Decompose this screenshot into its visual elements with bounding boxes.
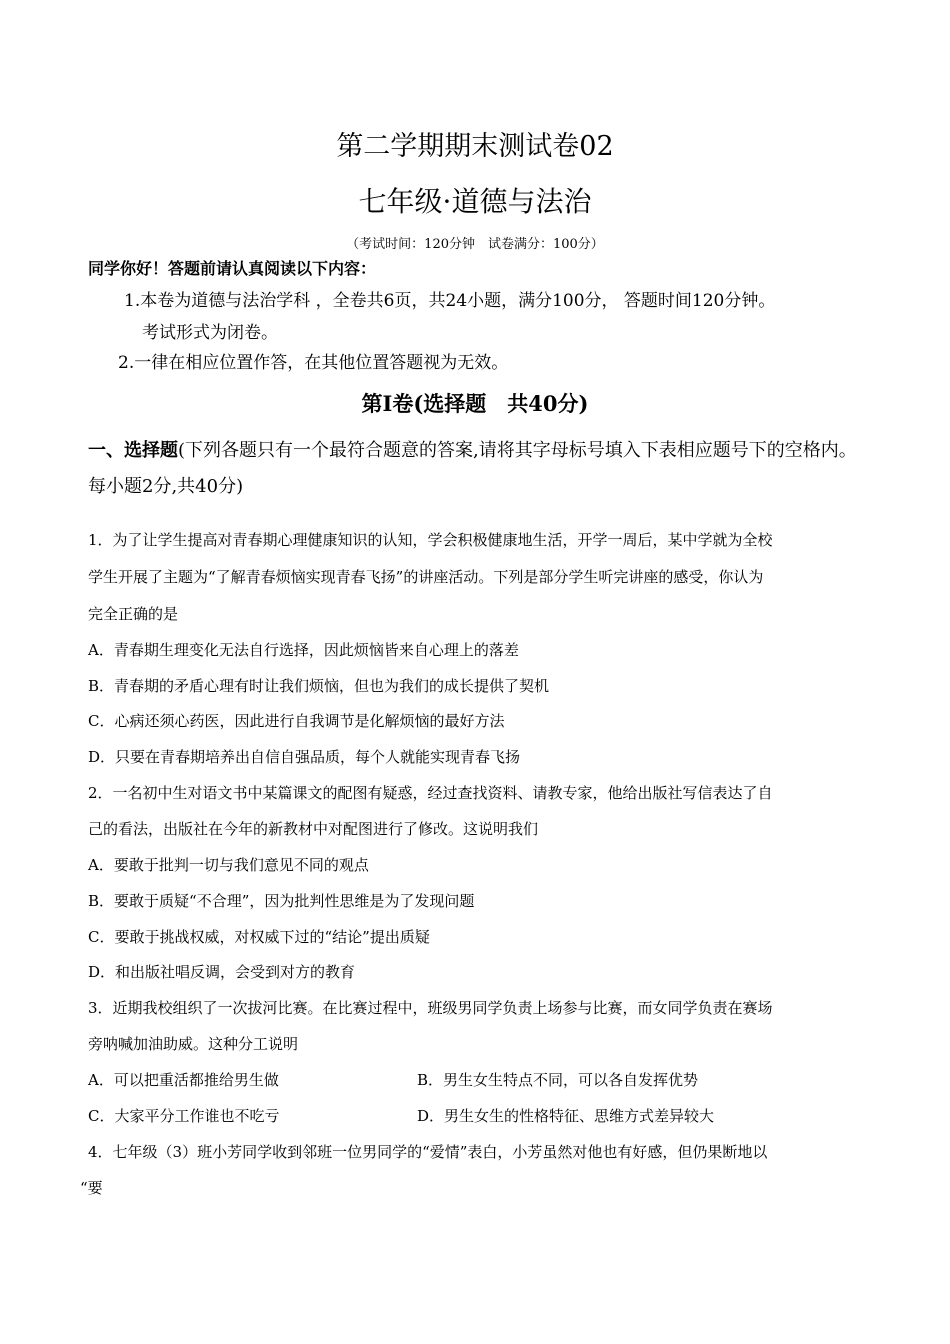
part-intro [88,433,863,505]
question-1-stem-line-1: 1．为了让学生提高对青春期心理健康知识的认知，学会积极健康地生活，开学一周后，某中学就为全校 [88,531,773,549]
question-3-option-a: A．可以把重活都推给男生做 [88,1071,279,1089]
question-2-option-a: A．要敢于批判一切与我们意见不同的观点 [88,856,369,874]
question-1-stem-line-3: 完全正确的是 [88,605,179,623]
question-2-option-d: D．和出版社唱反调，会受到对方的教育 [88,963,356,981]
question-4-stem-line-2: “要 [80,1179,103,1197]
question-3-stem-line-2: 旁呐喊加油助威。这种分工说明 [88,1035,299,1053]
question-1-option-b: B．青春期的矛盾心理有时让我们烦恼，但也为我们的成长提供了契机 [88,677,550,695]
exam-info: （考试时间：120分钟 试卷满分：100分） [346,237,604,252]
exam-title: 第二学期期末测试卷02 [336,131,614,162]
question-1-option-d: D．只要在青春期培养出自信自强品质，每个人就能实现青春飞扬 [88,748,521,766]
section-title: 第Ⅰ卷(选择题 共40分) [361,391,589,416]
question-4-stem-line-1: 4．七年级（3）班小芳同学收到邻班一位男同学的“爱情”表白，小芳虽然对他也有好感，但仍果断地以 [88,1143,768,1161]
question-2-option-b: B．要敢于质疑“不合理”，因为批判性思维是为了发现问题 [88,892,475,910]
question-3-option-c: C．大家平分工作谁也不吃亏 [88,1107,280,1125]
question-3-option-d: D．男生女生的性格特征、思维方式差异较大 [417,1107,715,1125]
question-1-option-c: C．心病还须心药医，因此进行自我调节是化解烦恼的最好方法 [88,712,505,730]
part-label: 一、选择题 [88,440,178,461]
instructions-greeting: 同学你好！答题前请认真阅读以下内容： [88,259,377,278]
part-description: (下列各题只有一个最符合题意的答案,请将其字母标号填入下表相应题号下的空格内。每小题2分,共40分) [88,440,857,497]
question-2-stem-line-1: 2．一名初中生对语文书中某篇课文的配图有疑惑，经过查找资料、请教专家，他给出版社写信表达了自 [88,784,773,802]
instruction-item-1-cont: 考试形式为闭卷。 [142,323,278,343]
instruction-item-1: 1.本卷为道德与法治学科 ，全卷共6页，共24小题，满分100分， 答题时间120分钟。 [124,291,776,311]
question-2-stem-line-2: 己的看法，出版社在今年的新教材中对配图进行了修改。这说明我们 [88,820,539,838]
exam-subtitle: 七年级·道德与法治 [358,185,592,218]
question-1-option-a: A．青春期生理变化无法自行选择，因此烦恼皆来自心理上的落差 [88,641,519,659]
question-3-stem-line-1: 3．近期我校组织了一次拔河比赛。在比赛过程中，班级男同学负责上场参与比赛，而女同学负责在赛场 [88,999,773,1017]
question-2-option-c: C．要敢于挑战权威，对权威下过的“结论”提出质疑 [88,928,430,946]
question-3-option-b: B．男生女生特点不同，可以各自发挥优势 [417,1071,699,1089]
question-1-stem-line-2: 学生开展了主题为“了解青春烦恼实现青春飞扬”的讲座活动。下列是部分学生听完讲座的感受，你认为 [88,568,764,586]
instruction-item-2: 2.一律在相应位置作答，在其他位置答题视为无效。 [118,353,509,373]
